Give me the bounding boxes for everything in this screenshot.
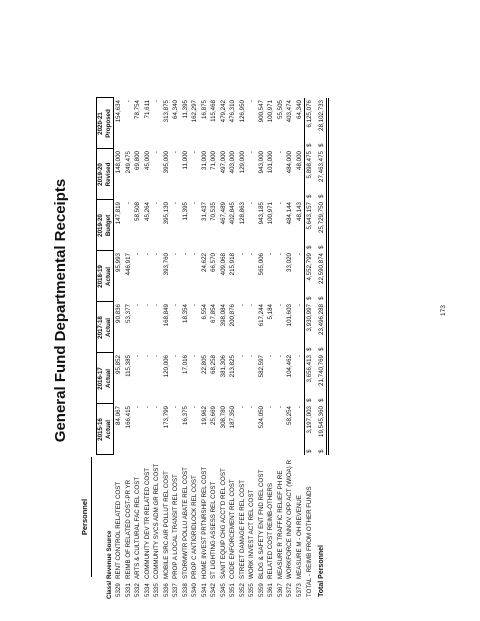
amount-cell: - bbox=[191, 406, 198, 409]
table-row bbox=[247, 98, 257, 599]
amount-cell: - bbox=[248, 253, 255, 256]
amount-cell: 70,535 bbox=[210, 202, 217, 221]
amount-cell: 395,000 bbox=[162, 151, 170, 174]
table-row bbox=[228, 98, 238, 599]
revenue-description: SANIT EQUIP CHG ACCT'D REL COST bbox=[219, 468, 227, 579]
total-label: Total Personnel bbox=[318, 545, 326, 597]
revenue-code: 5332 bbox=[134, 583, 141, 597]
revenue-description: MEASURE R TRAFFIC RELIEF PH RE bbox=[276, 470, 284, 579]
amount-cell: 68,258 bbox=[210, 355, 217, 374]
amount-cell: - bbox=[238, 304, 246, 307]
amount-cell: - bbox=[153, 151, 160, 154]
total-cell: $ 28,102,733 bbox=[315, 98, 328, 149]
amount-cell: - bbox=[153, 304, 160, 307]
total-cell: $ 23,496,288 bbox=[315, 302, 328, 353]
amount-cell: 154,634 bbox=[115, 100, 122, 123]
amount-cell: - bbox=[153, 202, 160, 205]
page-title: General Fund Departmental Receipts bbox=[52, 178, 69, 443]
section-label: Personnel bbox=[80, 498, 89, 536]
amount-cell: 200,876 bbox=[229, 304, 236, 327]
amount-cell: - bbox=[295, 355, 303, 358]
amount-cell: 33,020 bbox=[286, 253, 293, 272]
amount-cell: - bbox=[143, 355, 151, 358]
amount-cell: - bbox=[238, 253, 246, 256]
amount-cell: 497,000 bbox=[219, 151, 227, 174]
amount-cell: 484,000 bbox=[286, 151, 293, 174]
amount-cell: - bbox=[248, 406, 255, 409]
amount-cell: 90,836 bbox=[115, 304, 122, 323]
amount-cell: 484,144 bbox=[286, 202, 293, 225]
amount-cell: - bbox=[267, 406, 274, 409]
amount-cell: - bbox=[191, 355, 198, 358]
amount-cell: 395,130 bbox=[162, 202, 170, 225]
page-number: 173 bbox=[440, 305, 447, 316]
amount-cell: 115,468 bbox=[210, 100, 217, 122]
amount-cell: - bbox=[191, 202, 198, 205]
amount-cell: 48,143 bbox=[295, 202, 303, 221]
subtotal-label: TOTAL - REIMB FROM OTHER FUNDS bbox=[305, 486, 313, 597]
total-row bbox=[315, 98, 328, 599]
amount-cell: - bbox=[134, 355, 141, 358]
revenue-code: 5331 bbox=[124, 583, 132, 597]
amount-cell: - bbox=[295, 304, 303, 307]
revenue-description: HOME INVEST PRTNRSHIP REL COST bbox=[200, 466, 208, 579]
amount-cell: - bbox=[124, 202, 132, 205]
amount-cell: 78,754 bbox=[134, 100, 141, 119]
amount-cell: - bbox=[238, 406, 246, 409]
amount-cell: - bbox=[153, 253, 160, 256]
revenue-code: 5361 bbox=[267, 583, 274, 597]
column-header-year: 2020-21 Proposed bbox=[97, 98, 114, 149]
amount-cell: - bbox=[134, 253, 141, 256]
amount-cell: 6,554 bbox=[200, 304, 208, 320]
revenue-code: 5367 bbox=[276, 583, 284, 597]
revenue-code: 5342 bbox=[210, 583, 217, 597]
section-divider bbox=[91, 457, 92, 577]
subtotal-cell: $ 4,552,799 bbox=[306, 253, 313, 300]
amount-cell: - bbox=[172, 304, 179, 307]
table-row bbox=[152, 98, 162, 599]
amount-cell: - bbox=[153, 100, 160, 103]
amount-cell: - bbox=[295, 406, 303, 409]
amount-cell: 5,184 bbox=[267, 304, 274, 320]
table-row bbox=[276, 98, 286, 599]
amount-cell: 25,669 bbox=[210, 406, 217, 425]
amount-cell: - bbox=[191, 253, 198, 256]
revenue-description: MEASURE M - OH REVENUE bbox=[295, 495, 303, 579]
total-cell: $ 19,545,360 bbox=[315, 404, 328, 455]
amount-cell: 11,395 bbox=[181, 202, 189, 221]
amount-cell: 900,547 bbox=[257, 100, 265, 123]
amount-cell: 166,415 bbox=[124, 406, 132, 429]
total-cell: $ 27,463,475 bbox=[315, 149, 328, 200]
amount-cell: 58,254 bbox=[286, 406, 293, 425]
amount-cell: - bbox=[248, 304, 255, 307]
revenue-description: WORKFORCE INNOV OPP ACT (WIOA) R bbox=[286, 459, 293, 579]
amount-cell: 409,068 bbox=[219, 253, 227, 276]
amount-cell: - bbox=[181, 253, 189, 256]
amount-cell: 11,395 bbox=[181, 100, 189, 119]
amount-cell: 173,799 bbox=[162, 406, 170, 429]
amount-cell: 64,340 bbox=[295, 100, 303, 119]
amount-cell: - bbox=[191, 304, 198, 307]
amount-cell: 71,000 bbox=[210, 151, 217, 170]
amount-cell: 31,000 bbox=[200, 151, 208, 170]
column-header-year: 2015-16 Actual bbox=[97, 404, 114, 455]
amount-cell: 71,611 bbox=[143, 100, 151, 119]
amount-cell: 381,306 bbox=[219, 355, 227, 378]
revenue-description: CODE ENFORCEMENT REL COST bbox=[229, 479, 236, 579]
amount-cell: 58,508 bbox=[134, 202, 141, 221]
table-row bbox=[257, 98, 267, 599]
amount-cell: 403,474 bbox=[286, 100, 293, 123]
column-header-year: 2018-19 Actual bbox=[97, 251, 114, 302]
table-row bbox=[238, 98, 248, 599]
amount-cell: 17,016 bbox=[181, 355, 189, 374]
amount-cell: 95,852 bbox=[115, 355, 122, 374]
amount-cell: - bbox=[248, 355, 255, 358]
amount-cell: 53,377 bbox=[124, 304, 132, 323]
revenue-code: 5355 bbox=[248, 583, 255, 597]
amount-cell: - bbox=[143, 406, 151, 409]
revenue-code: 5336 bbox=[162, 583, 170, 597]
subtotal-row bbox=[305, 98, 315, 599]
amount-cell: - bbox=[267, 355, 274, 358]
revenue-description: PROP A LOCAL TRANSIT REL COST bbox=[172, 474, 179, 579]
column-header-year: 2019-20 Budget bbox=[97, 200, 114, 251]
table-row bbox=[162, 98, 172, 599]
revenue-code: 5351 bbox=[229, 583, 236, 597]
amount-cell: - bbox=[238, 355, 246, 358]
amount-cell: 18,354 bbox=[181, 304, 189, 323]
revenue-description: ARTS & CULTURAL FAC REL COST bbox=[134, 476, 141, 579]
amount-cell: 16,875 bbox=[200, 100, 208, 119]
revenue-code: 5337 bbox=[172, 583, 179, 597]
subtotal-cell: $ 3,197,003 bbox=[306, 406, 313, 453]
revenue-description: COMMUNITY DEV TR RELATED COST bbox=[143, 467, 151, 579]
revenue-code: 5372 bbox=[286, 583, 293, 597]
amount-cell: 31,437 bbox=[200, 202, 208, 221]
amount-cell: 129,000 bbox=[238, 151, 246, 174]
revenue-description: COMMUNITY SVCS ADM GR REL COST bbox=[153, 463, 160, 579]
subtotal-cell: $ 3,930,997 bbox=[306, 304, 313, 351]
amount-cell: 565,006 bbox=[257, 253, 265, 276]
revenue-description: BLDG & SAFETY ENT FND REL COST bbox=[257, 469, 265, 579]
revenue-description: WORK INVEST ACT REL COST bbox=[248, 489, 255, 579]
amount-cell: - bbox=[124, 100, 132, 103]
amount-cell: - bbox=[172, 355, 179, 358]
total-cell: $ 22,590,874 bbox=[315, 251, 328, 302]
revenue-description: MOBILE SRC AIR POLLUT REL COST bbox=[162, 471, 170, 579]
amount-cell: - bbox=[276, 253, 284, 256]
table-row bbox=[200, 98, 210, 599]
subtotal-cell: $ 6,125,076 bbox=[306, 100, 313, 147]
amount-cell: - bbox=[191, 151, 198, 154]
amount-cell: 69,800 bbox=[134, 151, 141, 170]
amount-cell: - bbox=[172, 253, 179, 256]
amount-cell: 55,505 bbox=[276, 100, 284, 119]
amount-cell: - bbox=[172, 202, 179, 205]
total-cell: $ 25,729,750 bbox=[315, 200, 328, 251]
column-header-source: Class/ Revenue Source bbox=[105, 530, 113, 599]
amount-cell: - bbox=[276, 406, 284, 409]
amount-cell: 403,000 bbox=[229, 151, 236, 174]
revenue-code: 5352 bbox=[238, 583, 246, 597]
amount-cell: 100,971 bbox=[267, 202, 274, 225]
table-row bbox=[219, 98, 229, 599]
subtotal-cell: $ 3,656,413 bbox=[306, 355, 313, 402]
amount-cell: - bbox=[248, 151, 255, 154]
revenue-code: 5373 bbox=[295, 583, 303, 597]
table-row bbox=[114, 98, 124, 599]
amount-cell: - bbox=[248, 100, 255, 103]
amount-cell: 402,845 bbox=[229, 202, 236, 225]
amount-cell: 479,242 bbox=[219, 100, 227, 123]
amount-cell: 148,000 bbox=[115, 151, 122, 174]
amount-cell: 19,962 bbox=[200, 406, 208, 425]
revenue-description: RELATED COST REIMB-OTHERS bbox=[267, 482, 274, 579]
column-header-year: 2019-20 Revised bbox=[97, 149, 114, 200]
amount-cell: 66,570 bbox=[210, 253, 217, 272]
amount-cell: 67,854 bbox=[210, 304, 217, 323]
amount-cell: - bbox=[143, 304, 151, 307]
amount-cell: - bbox=[143, 253, 151, 256]
receipts-table bbox=[96, 98, 329, 600]
amount-cell: 467,489 bbox=[219, 202, 227, 225]
revenue-code: 5334 bbox=[143, 583, 151, 597]
revenue-code: 5335 bbox=[153, 583, 160, 597]
amount-cell: 45,264 bbox=[143, 202, 151, 221]
amount-cell: 115,385 bbox=[124, 355, 132, 377]
amount-cell: 524,050 bbox=[257, 406, 265, 429]
amount-cell: 393,760 bbox=[162, 253, 170, 276]
revenue-code: 5338 bbox=[181, 583, 189, 597]
amount-cell: 617,244 bbox=[257, 304, 265, 327]
amount-cell: 100,971 bbox=[267, 100, 274, 123]
amount-cell: 943,185 bbox=[257, 202, 265, 225]
total-cell: $ 21,740,769 bbox=[315, 353, 328, 404]
amount-cell: - bbox=[276, 355, 284, 358]
revenue-code: 5329 bbox=[114, 583, 122, 597]
amount-cell: 162,297 bbox=[191, 100, 198, 123]
amount-cell: 582,597 bbox=[257, 355, 265, 378]
amount-cell: - bbox=[276, 202, 284, 205]
table-row bbox=[209, 98, 219, 599]
amount-cell: 308,780 bbox=[219, 406, 227, 429]
amount-cell: 24,622 bbox=[200, 253, 208, 272]
amount-cell: 120,006 bbox=[162, 355, 170, 378]
table-row bbox=[181, 98, 191, 599]
revenue-description: RENT CONTROL RELATED COST bbox=[114, 481, 122, 579]
amount-cell: - bbox=[153, 355, 160, 358]
amount-cell: 313,875 bbox=[162, 100, 170, 123]
subtotal-cell: $ 5,898,475 bbox=[306, 151, 313, 198]
table-row bbox=[171, 98, 181, 599]
table-row bbox=[266, 98, 276, 599]
amount-cell: 126,950 bbox=[238, 100, 246, 123]
amount-cell: 95,993 bbox=[115, 253, 122, 272]
revenue-code: 5340 bbox=[191, 583, 198, 597]
revenue-code: 5341 bbox=[200, 583, 208, 597]
amount-cell: - bbox=[172, 406, 179, 409]
amount-cell: 128,863 bbox=[238, 202, 246, 225]
table-row bbox=[190, 98, 200, 599]
revenue-code: 5345 bbox=[219, 583, 227, 597]
subtotal-cell: $ 5,643,157 bbox=[306, 202, 313, 249]
amount-cell: 84,067 bbox=[115, 406, 122, 425]
table-row bbox=[285, 98, 295, 599]
amount-cell: 104,462 bbox=[286, 355, 293, 378]
amount-cell: 101,000 bbox=[267, 151, 274, 174]
column-header-year: 2017-18 Actual bbox=[97, 302, 114, 353]
table-row bbox=[295, 98, 305, 599]
table-row bbox=[124, 98, 134, 599]
amount-cell: - bbox=[134, 304, 141, 307]
amount-cell: 187,350 bbox=[229, 406, 236, 429]
amount-cell: 11,000 bbox=[181, 151, 189, 170]
amount-cell: 168,849 bbox=[162, 304, 170, 327]
amount-cell: 476,310 bbox=[229, 100, 236, 123]
amount-cell: 48,000 bbox=[295, 151, 303, 170]
amount-cell: 249,475 bbox=[124, 151, 132, 174]
amount-cell: - bbox=[153, 406, 160, 409]
amount-cell: 45,000 bbox=[143, 151, 151, 170]
amount-cell: 215,918 bbox=[229, 253, 236, 276]
amount-cell: 64,340 bbox=[172, 100, 179, 119]
amount-cell: 101,603 bbox=[286, 304, 293, 327]
table-row bbox=[143, 98, 153, 599]
amount-cell: 22,805 bbox=[200, 355, 208, 374]
amount-cell: - bbox=[295, 253, 303, 256]
amount-cell: 446,917 bbox=[124, 253, 132, 276]
amount-cell: - bbox=[172, 151, 179, 154]
revenue-description: STORMWTR POLLU ABATE REL COST bbox=[181, 467, 189, 579]
revenue-description: ST LIGHTING ASSESS REL COST bbox=[210, 481, 217, 579]
amount-cell: 213,825 bbox=[229, 355, 236, 378]
amount-cell: 16,375 bbox=[181, 406, 189, 425]
amount-cell: 147,819 bbox=[115, 202, 122, 225]
amount-cell: - bbox=[276, 151, 284, 154]
column-header-year: 2016-17 Actual bbox=[97, 353, 114, 404]
revenue-description: PROP C ANTIGRIDLOCK REL COST bbox=[191, 475, 198, 579]
amount-cell: 943,000 bbox=[257, 151, 265, 174]
amount-cell: - bbox=[267, 253, 274, 256]
amount-cell: - bbox=[134, 406, 141, 409]
table-header-row bbox=[97, 98, 114, 599]
revenue-code: 5359 bbox=[257, 583, 265, 597]
revenue-description: STREET DAMAGE FEE REL COST bbox=[238, 479, 246, 579]
revenue-description: REIMB OF RELATED COST-PR YR bbox=[124, 479, 132, 579]
table-row bbox=[133, 98, 143, 599]
amount-cell: 398,084 bbox=[219, 304, 227, 327]
amount-cell: - bbox=[276, 304, 284, 307]
table-body bbox=[114, 98, 305, 599]
amount-cell: - bbox=[248, 202, 255, 205]
